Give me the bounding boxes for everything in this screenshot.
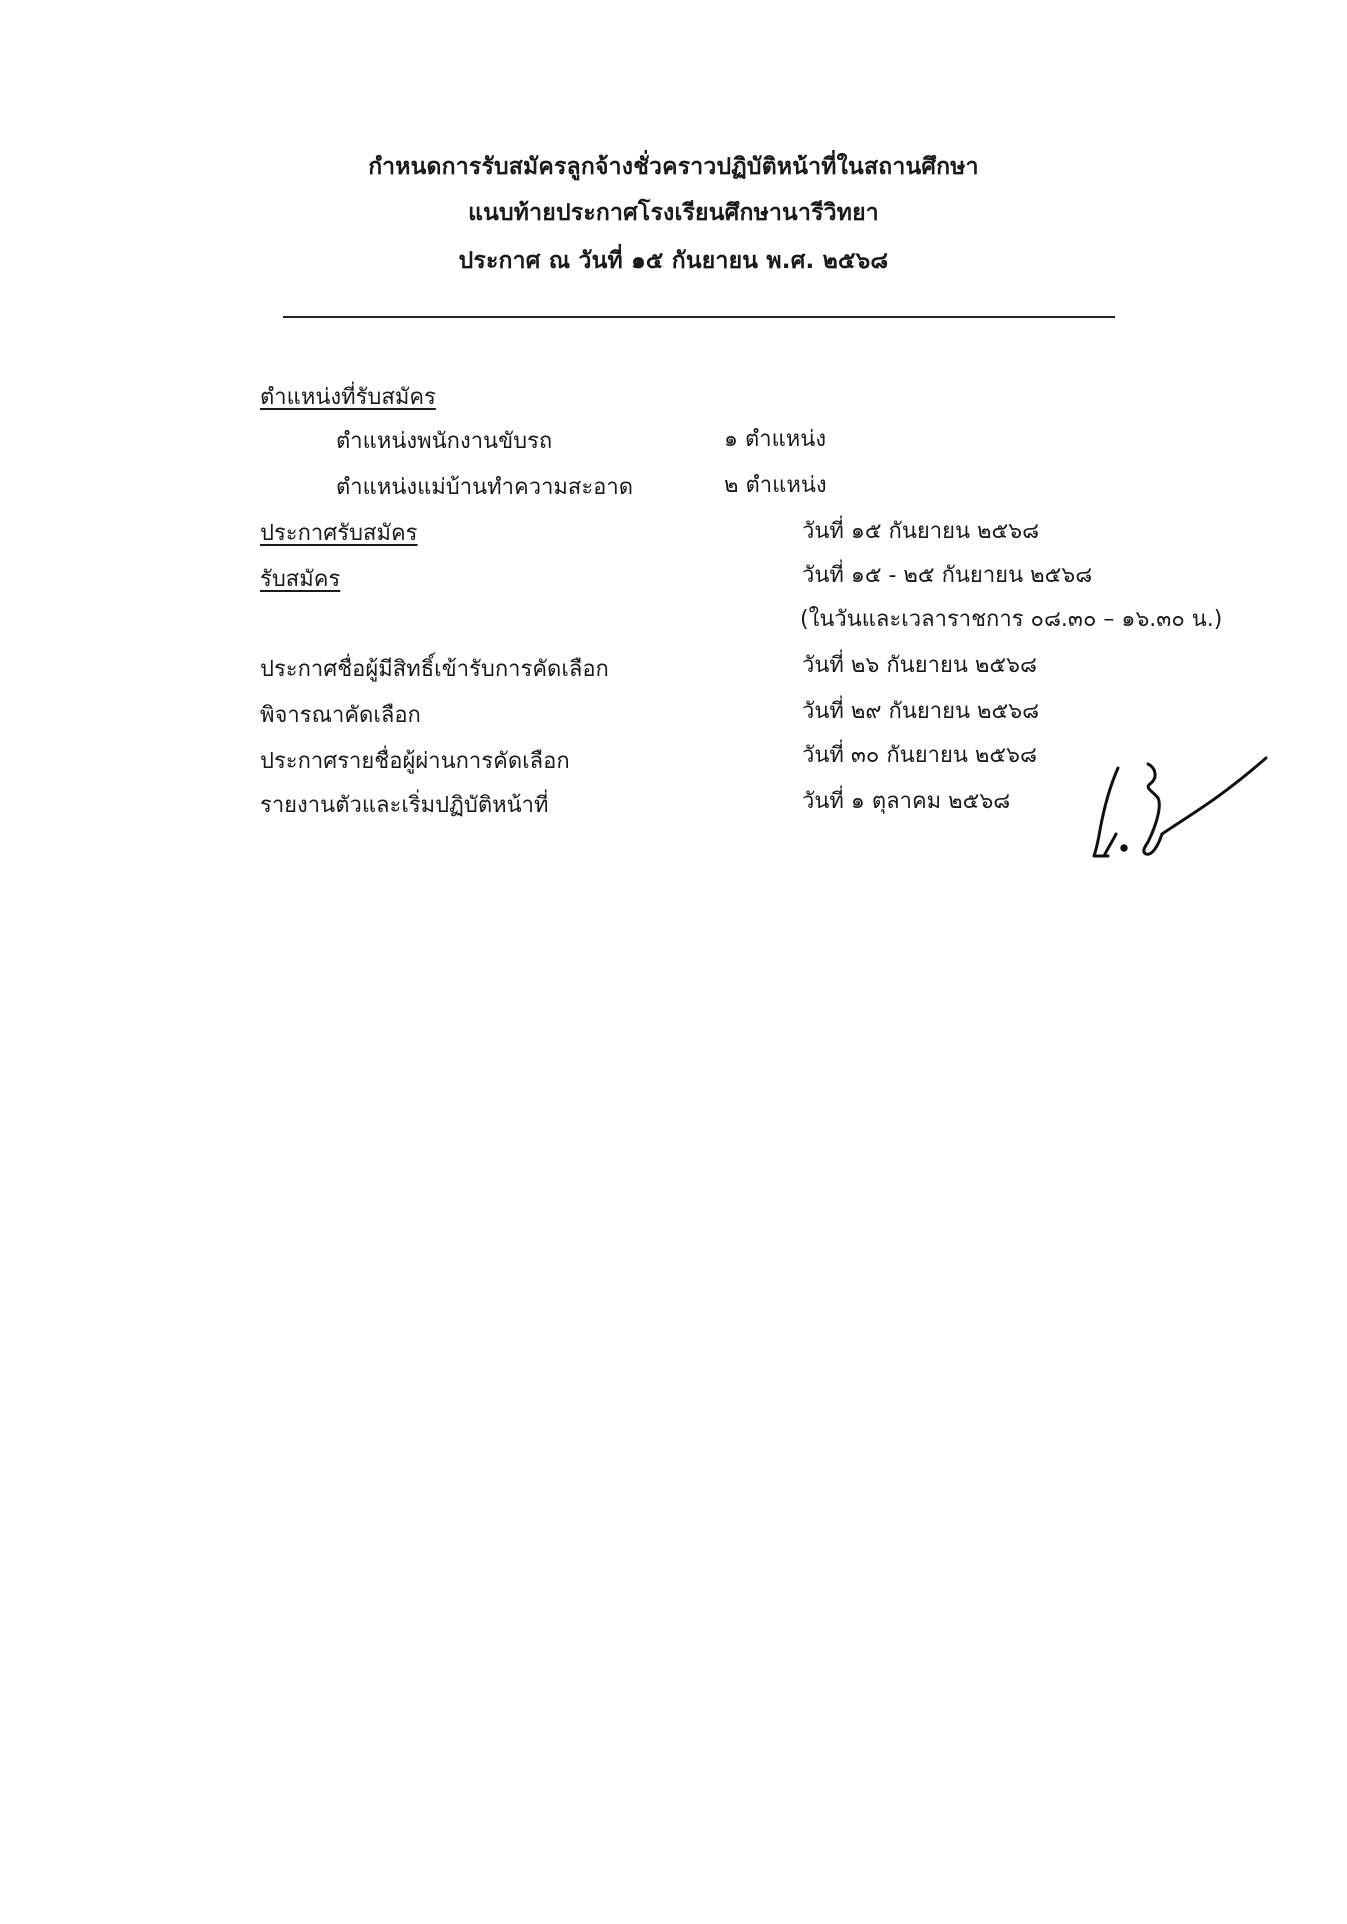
schedule-label-report: รายงานตัวและเริ่มปฏิบัติหน้าที่ — [260, 793, 549, 818]
position-count-driver: ๑ ตำแหน่ง — [724, 427, 827, 452]
schedule-label-selection: พิจารณาคัดเลือก — [260, 703, 421, 728]
schedule-date-apply: วันที่ ๑๕ - ๒๕ กันยายน ๒๕๖๘ — [802, 563, 1093, 588]
schedule-date-selection: วันที่ ๒๙ กันยายน ๒๕๖๘ — [802, 699, 1040, 724]
header-divider — [283, 316, 1115, 318]
document-title: กำหนดการรับสมัครลูกจ้างชั่วคราวปฏิบัติหน้าที่ในสถานศึกษา — [368, 154, 979, 180]
schedule-date-results: วันที่ ๓๐ กันยายน ๒๕๖๘ — [802, 743, 1037, 768]
schedule-label-apply: รับสมัคร — [260, 567, 341, 592]
handwritten-signature-icon — [1078, 738, 1273, 868]
schedule-label-announce: ประกาศรับสมัคร — [260, 521, 418, 546]
schedule-date-report: วันที่ ๑ ตุลาคม ๒๕๖๘ — [802, 789, 1011, 814]
schedule-label-eligible: ประกาศชื่อผู้มีสิทธิ์เข้ารับการคัดเลือก — [260, 657, 609, 682]
schedule-note-apply-hours: (ในวันและเวลาราชการ ๐๘.๓๐ – ๑๖.๓๐ น.) — [800, 607, 1223, 632]
schedule-date-announce: วันที่ ๑๕ กันยายน ๒๕๖๘ — [802, 519, 1040, 544]
schedule-label-results: ประกาศรายชื่อผู้ผ่านการคัดเลือก — [260, 749, 570, 774]
positions-heading: ตำแหน่งที่รับสมัคร — [260, 385, 436, 410]
document-subtitle: แนบท้ายประกาศโรงเรียนศึกษานารีวิทยา — [468, 200, 879, 226]
position-count-housekeeper: ๒ ตำแหน่ง — [724, 473, 827, 498]
position-title-housekeeper: ตำแหน่งแม่บ้านทำความสะอาด — [336, 475, 634, 500]
position-title-driver: ตำแหน่งพนักงานขับรถ — [336, 429, 553, 454]
announcement-date: ประกาศ ณ วันที่ ๑๕ กันยายน พ.ศ. ๒๕๖๘ — [458, 248, 889, 274]
schedule-date-eligible: วันที่ ๒๖ กันยายน ๒๕๖๘ — [802, 653, 1037, 678]
